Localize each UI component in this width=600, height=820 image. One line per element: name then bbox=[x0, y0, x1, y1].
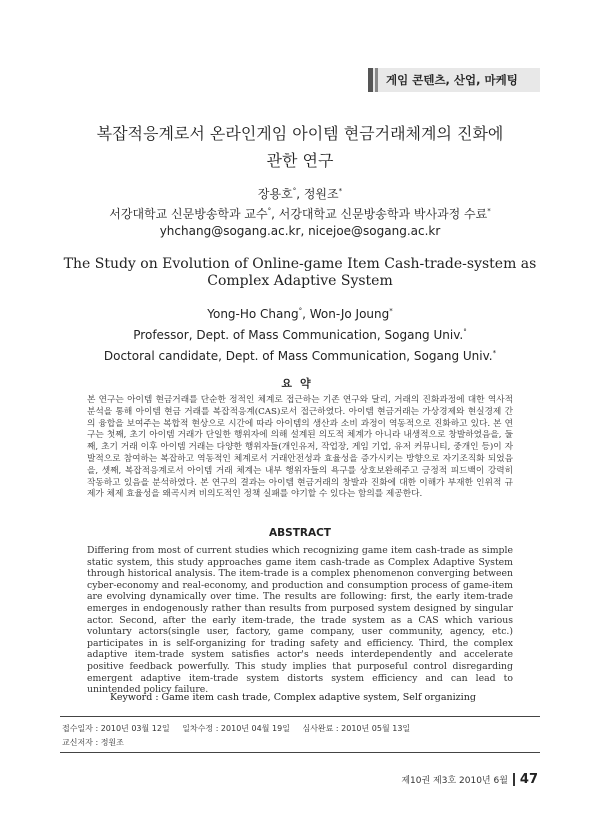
journal-issue: 제10권 제3호 2010년 6월 bbox=[401, 776, 508, 786]
accepted-date: 심사완료 : 2010년 05월 13일 bbox=[302, 724, 411, 733]
section-tab bbox=[368, 68, 540, 92]
title-korean bbox=[40, 120, 560, 174]
corresponding-author: 교신저자 : 정원조 bbox=[62, 738, 124, 747]
abstract-english-heading: ABSTRACT bbox=[269, 527, 331, 539]
author-affiliation-english-1: Professor, Dept. of Mass Communication, Sogang Univ.° bbox=[133, 328, 467, 342]
received-date: 접수일자 : 2010년 03월 12일 bbox=[62, 724, 170, 733]
revised-date: 일차수정 : 2010년 04월 19일 bbox=[182, 724, 290, 733]
footer-separator bbox=[513, 773, 515, 786]
keyword-line bbox=[110, 692, 550, 703]
page-footer bbox=[401, 772, 538, 787]
section-tab-bars-icon bbox=[368, 68, 378, 92]
keyword-label: Keyword : bbox=[110, 692, 162, 703]
author-affiliation-korean: 서강대학교 신문방송학과 교수°, 서강대학교 신문방송학과 박사과정 수료* bbox=[109, 207, 491, 221]
authors-english bbox=[40, 302, 560, 365]
page-number: 47 bbox=[519, 772, 538, 787]
title-english-line1: The Study on Evolution of Online-game Item Cash-trade-system as bbox=[63, 256, 537, 272]
abstract-korean-body: 본 연구는 아이템 현금거래를 단순한 정적인 체계로 접근하는 기존 연구와 달리, 거래의 진화과정에 대한 역사적 분석을 통해 아이템 현금 거래를 복잡적응계(CAS)로서 접근하였다. 아이템 현금거래는 가상경제와 현실경제 간의 융합을 보여주는 복합적 현상으로 시간에 따라 아이템의 생산과 소비 과정이 역동적으로 진화하고 있다. 본 연구는 첫째, 초기 아이템 거래가 단일한 행위자에 의해 설계된 의도적 체계가 아니라 내생적으로 창발하였음을, 둘째, 초기 거래 이후 아이템 거래는 다양한 행위자들(개인유저, 작업장, 게임 기업, 유저 커뮤니티, 중개인 등)이 자발적으로 참여하는 복잡하고 역동적인 체계로서 거래안전성과 효율성을 증가시키는 방향으로 자기조직화 되었음을, 셋째, 복잡적응계로서 아이템 거래 체계는 내부 행위자들의 욕구를 상호보완해주고 긍정적 피드백이 강력히 작동하고 있음을 분석하였다. 본 연구의 결과는 아이템 현금거래의 창발과 진화에 대한 이해가 부재한 인위적 규제가 체제 효율성을 왜곡시켜 비의도적인 정책 실패를 야기할 수 있다는 함의를 제공한다. bbox=[87, 395, 513, 500]
title-korean-line2: 관한 연구 bbox=[266, 151, 334, 170]
title-english-line2: Complex Adaptive System bbox=[207, 273, 393, 289]
title-korean-line1: 복잡적응계로서 온라인게임 아이템 현금거래체계의 진화에 bbox=[96, 124, 504, 143]
abstract-korean-heading: 요약 bbox=[281, 377, 319, 390]
section-label: 게임 콘텐츠, 산업, 마케팅 bbox=[386, 73, 518, 87]
author-names-korean: 장용호°, 정원조* bbox=[257, 187, 343, 201]
divider-top bbox=[60, 716, 540, 717]
authors-korean bbox=[40, 183, 560, 240]
divider-bottom bbox=[60, 752, 540, 753]
keyword-values: Game item cash trade, Complex adaptive system, Self organizing bbox=[161, 692, 476, 703]
author-affiliation-english-2: Doctoral candidate, Dept. of Mass Communication, Sogang Univ.* bbox=[103, 349, 497, 363]
title-english bbox=[40, 256, 560, 290]
abstract-english-body: Differing from most of current studies which recognizing game item cash-trade as simple static system, this study approaches game item cash-trade as Complex Adaptive System through historical analysis. The item-trade is a complex phenomenon converging between cyber-economy and real-economy, and production and consumption process of game-item are evolving dynamically over time. The results are following: first, the early item-trade emerges in endogenously rather than results from purposed system designed by singular actor. Second, after the early item-trade, the trade system as a CAS which various voluntary actors(single user, factory, game company, user community, agency, etc.) participates in is self-organizing for trading safety and efficiency. Third, the complex adaptive item-trade system satisfies actor's needs interdependently and accelerate positive feedback powerfully. This study implies that purposeful control disregarding emergent adaptive item-trade system distorts system efficiency and can lead to unintended policy failure. bbox=[87, 545, 513, 696]
submission-dates bbox=[62, 723, 420, 734]
author-names-english: Yong-Ho Chang°, Won-Jo Joung* bbox=[207, 307, 393, 321]
author-email: yhchang@sogang.ac.kr, nicejoe@sogang.ac.kr bbox=[159, 224, 441, 238]
